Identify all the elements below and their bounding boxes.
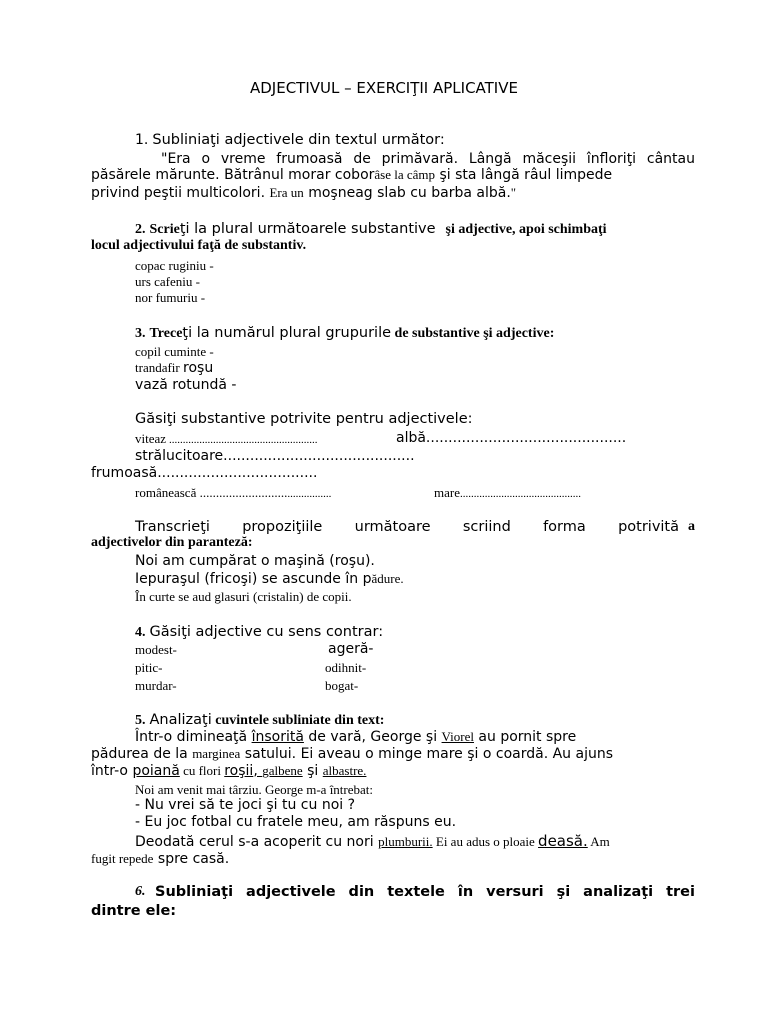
text-paragraph-line (135, 729, 695, 745)
text-span: ...................................................... (169, 434, 318, 446)
text-span: românească ........................... (135, 485, 288, 500)
text-span: âse la câmp (374, 167, 436, 182)
ex1-text-line-1: "Era o vreme frumoasă de primăvară. Lângă măceşii înfloriţi cântau (161, 151, 695, 167)
text-span: ţi la plural următoarele substantive (179, 221, 436, 237)
ex3-item (135, 359, 213, 377)
text-span: ţi la numărul plural grupurile (182, 325, 392, 341)
text-span: Transcrieţi propoziţiile următoare scriind forma potrivită (135, 519, 679, 535)
text-span: şi sta lângă râul limpede (435, 167, 613, 183)
text-span: " (510, 185, 517, 200)
antonym-left: pitic- (135, 660, 163, 675)
transcribe-sentence (135, 570, 404, 588)
text-span: marginea (192, 746, 241, 761)
exercise-5-heading (135, 711, 384, 729)
transcribe-sentence: În curte se aud glasuri (cristalin) de copii. (135, 589, 352, 604)
underlined-word: poiană (132, 763, 180, 779)
text-span: Am (587, 834, 610, 849)
underlined-word: galbene (262, 763, 303, 778)
exercise-1-heading (135, 131, 445, 149)
text-paragraph-line (91, 746, 695, 762)
text-span: Era un (269, 185, 304, 200)
text-paragraph-line (91, 763, 366, 779)
text-span: a (688, 519, 695, 534)
exercise-number: 2. (135, 222, 146, 237)
nouns-row-mare (434, 484, 581, 502)
exercise-number: 3. (135, 326, 146, 341)
text-paragraph-line (91, 850, 229, 868)
text-span: Trece (149, 326, 183, 341)
antonym-right: bogat- (325, 678, 359, 693)
text-span: satului. Ei aveau o minge mare şi o coardă. Au ajuns (240, 746, 614, 762)
text-span: pădurea de la (91, 746, 193, 762)
ex2-item: copac ruginiu - (135, 258, 214, 273)
exercise-number: 1. (135, 132, 149, 148)
text-paragraph-line: - Eu joc fotbal cu fratele meu, am răspuns eu. (135, 814, 457, 830)
text-span: Iepuraşul (fricoşi) se ascunde în p (135, 571, 372, 587)
text-span: au pornit spre (473, 729, 577, 745)
text-span: şi (302, 763, 323, 779)
text-span: , (253, 763, 263, 779)
nouns-row-1 (135, 430, 318, 448)
nouns-frumoasa: frumoasă.................................... (91, 465, 318, 481)
antonym-right: ageră- (328, 641, 374, 657)
exercise-number: 5. (135, 713, 146, 728)
ex3-item: copil cuminte - (135, 344, 214, 359)
text-span: Găsiţi adjective cu sens contrar: (149, 624, 384, 640)
ex3-item: vază rotundă - (135, 377, 237, 393)
text-paragraph-line: Noi am venit mai târziu. George m-a întrebat: (135, 782, 374, 797)
text-span: fugit (91, 851, 119, 866)
text-span: Subliniaţi adjectivele din textele în versuri şi analizaţi trei (155, 884, 695, 900)
text-span: de vară, George şi (303, 729, 442, 745)
text-span: moşneag slab cu barba albă. (303, 185, 511, 201)
underlined-word: însorită (251, 729, 304, 745)
underlined-word: roşii (224, 763, 254, 779)
nouns-row-romaneasca (135, 484, 331, 502)
ex2-heading-line-2: locul adjectivului faţă de substantiv. (91, 238, 307, 253)
text-span: şi adjective, apoi schimbaţi (445, 222, 607, 237)
antonym-left: murdar- (135, 678, 177, 693)
text-span: ădure. (371, 571, 404, 586)
underlined-word: plumburii. (378, 834, 433, 849)
exercise-number: 6. (135, 884, 146, 899)
exercise-heading-text: Subliniaţi adjectivele din textul următor: (152, 132, 445, 148)
text-span: mare (434, 485, 460, 500)
exercise-nouns-heading: Găsiţi substantive potrivite pentru adjectivele: (135, 411, 473, 427)
exercise-3-heading (135, 324, 554, 342)
nouns-stralucitoare: strălucitoare........................................... (135, 448, 415, 464)
text-span: cu flori (179, 763, 225, 778)
text-paragraph-line: - Nu vrei să te joci şi tu cu noi ? (135, 797, 356, 813)
underlined-word: deasă. (538, 832, 588, 850)
antonym-left: modest- (135, 642, 177, 657)
text-span: Scrie (149, 222, 180, 237)
text-span: într-o (91, 763, 133, 779)
underlined-word: Viorel (441, 729, 474, 744)
text-span: roşu (183, 360, 214, 376)
text-span: spre casă. (153, 851, 230, 867)
antonym-right: odihnit- (325, 660, 367, 675)
exercise-6-heading-line-2: dintre ele: (91, 903, 177, 919)
text-span: viteaz (135, 431, 167, 446)
text-span: trandafir (135, 360, 184, 375)
page-title: ADJECTIVUL – EXERCIŢII APLICATIVE (250, 79, 518, 97)
ex1-text-line-3 (91, 185, 695, 201)
text-paragraph-line (135, 832, 610, 850)
text-span: ............................................ (459, 488, 581, 500)
exercise-number: 4. (135, 625, 146, 640)
exercise-4-heading (135, 623, 383, 641)
text-span: Analizaţi (149, 712, 212, 728)
text-span: privind peştii multicolori. (91, 185, 270, 201)
ex2-item: urs cafeniu - (135, 274, 200, 289)
exercise-2-heading (135, 220, 695, 238)
ex2-item: nor fumuriu - (135, 290, 206, 305)
exercise-transcribe-heading (135, 518, 695, 536)
text-span: Deodată cerul s-a acoperit cu nori (135, 834, 379, 850)
text-span: păsărele mărunte. Bătrânul morar cobor (91, 167, 375, 183)
transcribe-heading-line-2: adjectivelor din paranteză: (91, 535, 253, 550)
underlined-word: albastre. (322, 763, 367, 778)
ex1-text-line-2 (91, 167, 695, 183)
transcribe-sentence: Noi am cumpărat o maşină (roşu). (135, 553, 375, 569)
text-span: Ei au adus o ploaie (432, 834, 539, 849)
text-span: ................ (287, 488, 332, 500)
text-span: de substantive şi adjective: (391, 326, 555, 341)
nouns-alba: albă............................................. (396, 430, 627, 446)
text-span: repede (118, 851, 154, 866)
text-span: cuvintele subliniate din text: (211, 713, 385, 728)
text-span: Într-o dimineaţă (135, 729, 252, 745)
